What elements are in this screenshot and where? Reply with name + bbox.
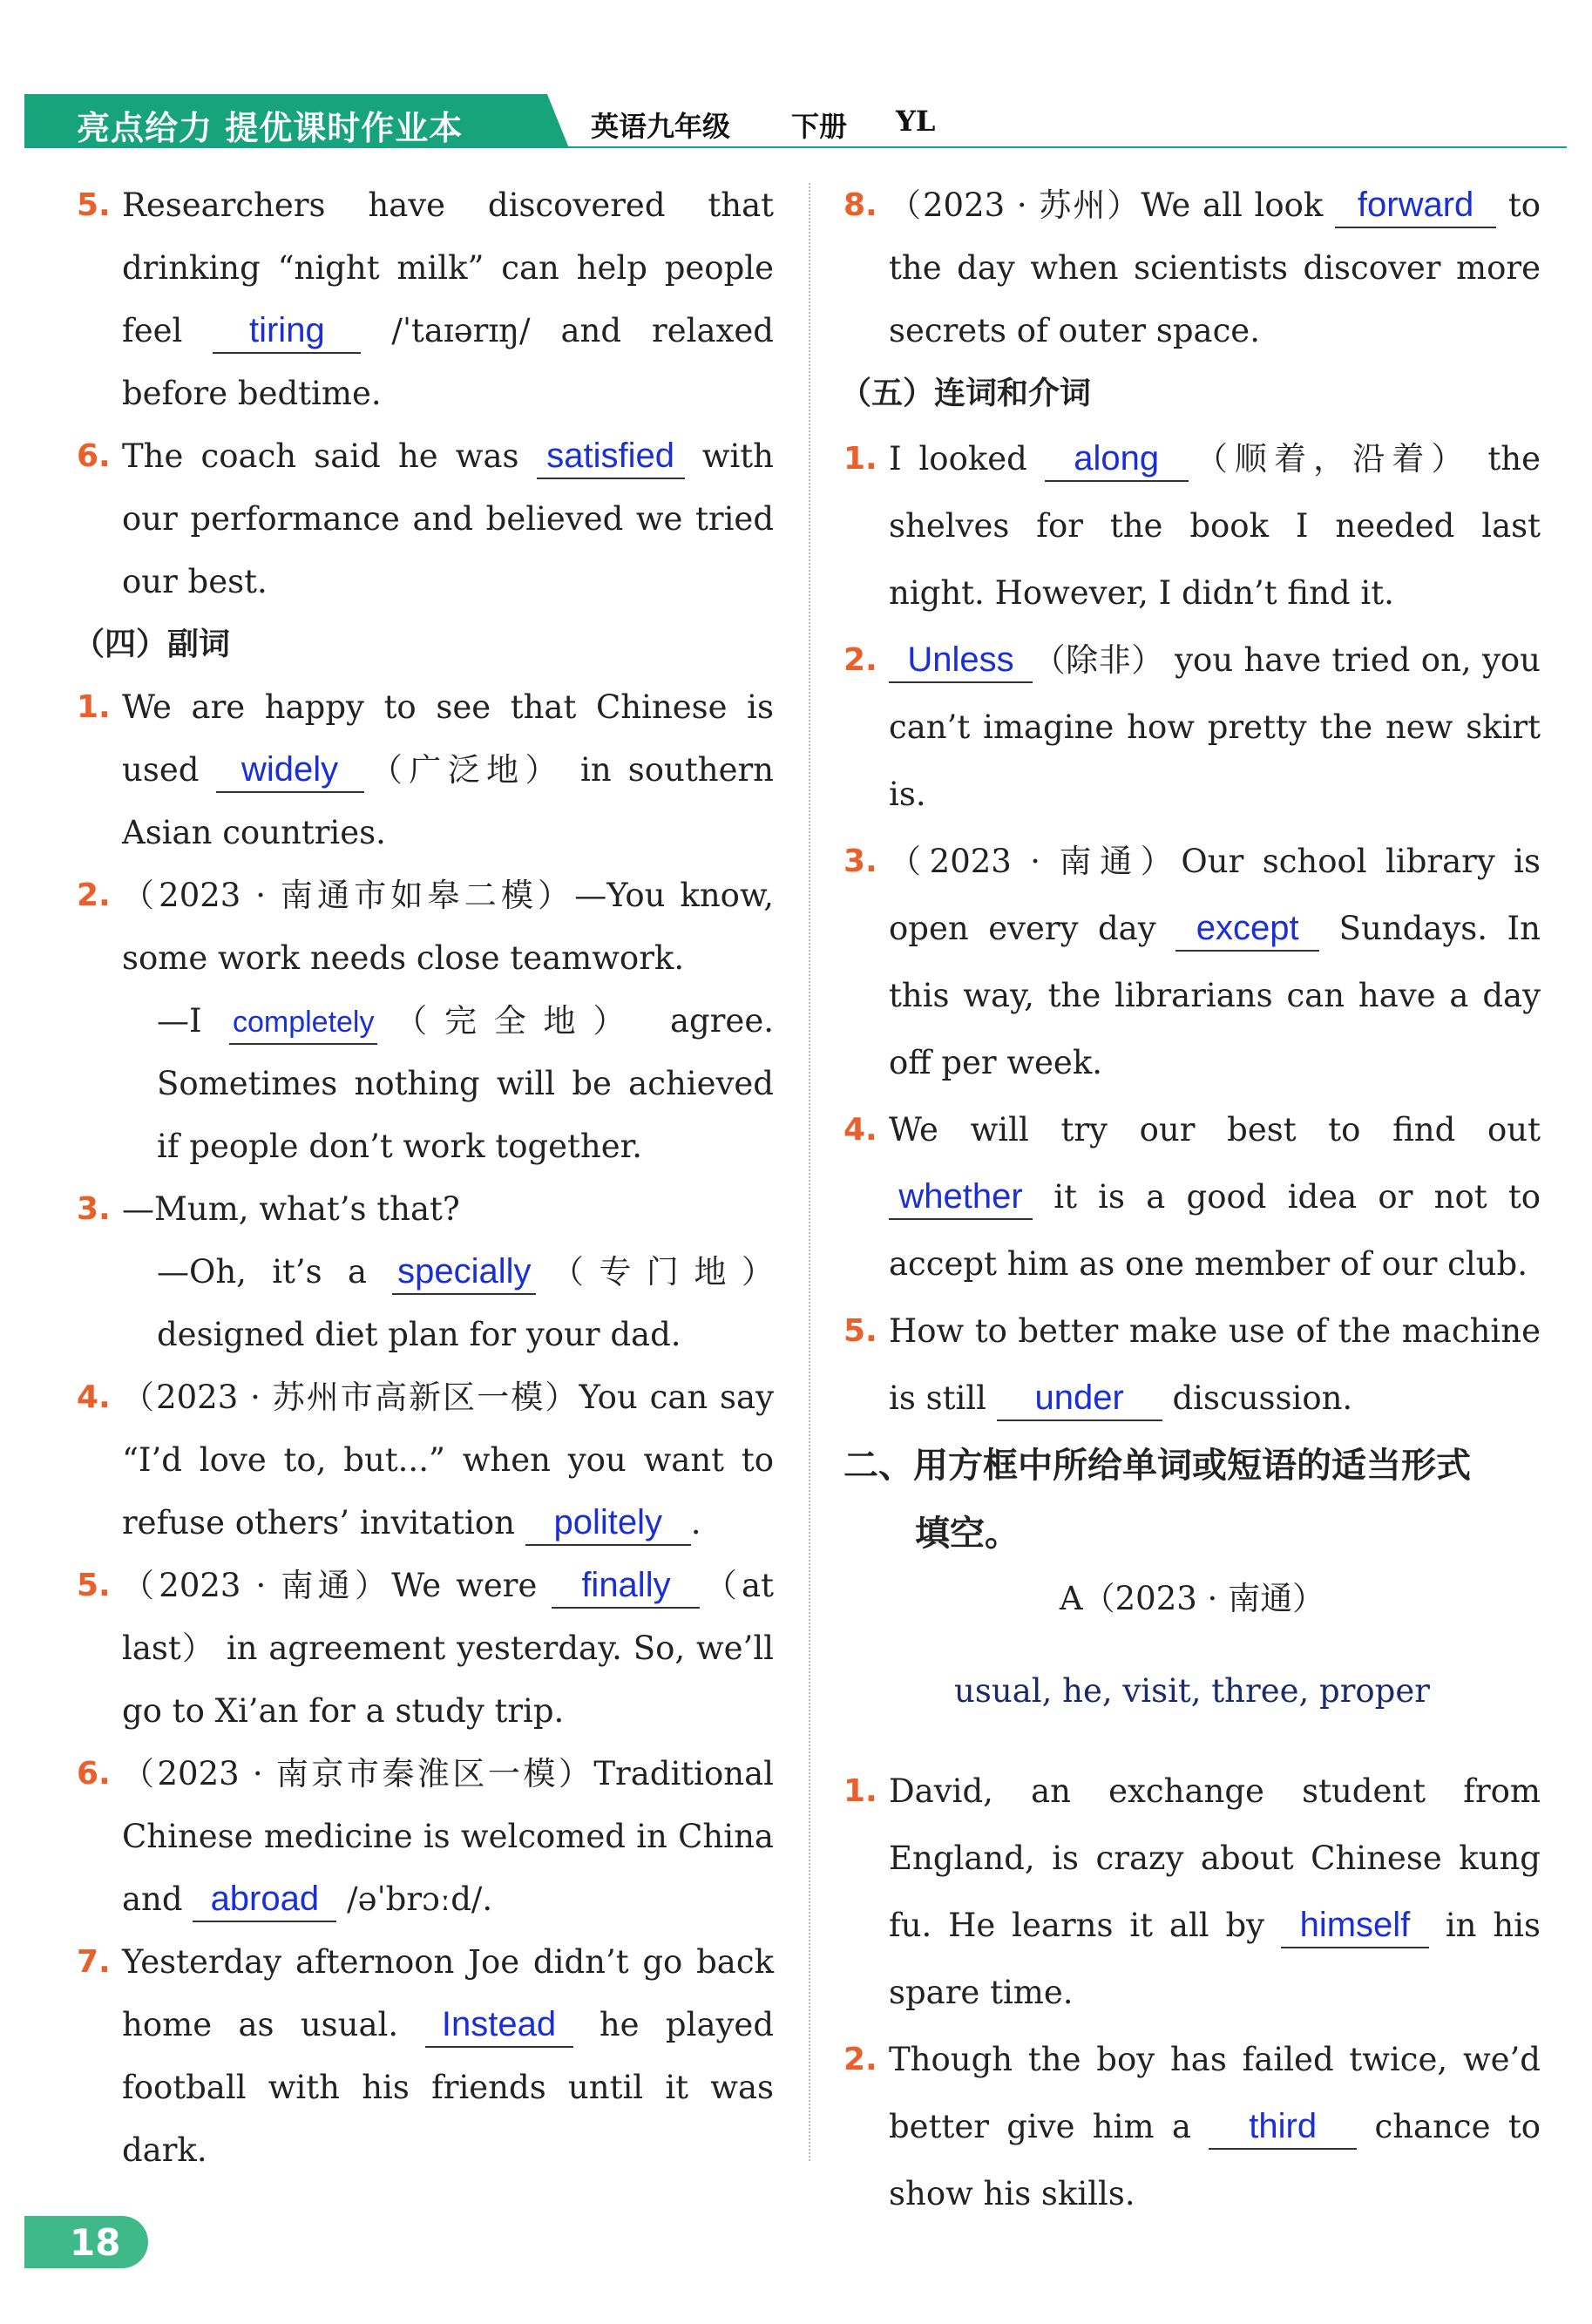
question-text: （2023 · 南通市如皋二模）—You know, some work needs close teamwork. (122, 877, 774, 977)
question-text: /əˈbrɔːd/. (336, 1880, 493, 1918)
question-number: 7. (77, 1944, 111, 1980)
answer-text: widely (240, 750, 339, 789)
answer-blank (537, 435, 685, 479)
question-text: —I (157, 1002, 230, 1040)
question-item (843, 174, 1541, 362)
question-text: （广泛地） in southern Asian countries. (122, 751, 774, 851)
question-text: （at last） in agreement yesterday. So, we’ll go to Xi’an for a study trip. (122, 1567, 774, 1730)
answer-blank (1209, 2105, 1357, 2150)
question-text: with our performance and believed we tried our best. (122, 437, 774, 600)
answer-blank (425, 2003, 573, 2048)
answer-text: satisfied (546, 437, 675, 475)
question-item (843, 425, 1541, 627)
answer-blank (1045, 437, 1189, 482)
question-text: it is a good idea or not to accept him as one member of our club. (889, 1178, 1541, 1283)
answer-text: completely (232, 1006, 375, 1039)
right-column (840, 174, 1541, 2227)
question-number: 2. (843, 642, 877, 678)
question-text: The coach said he was (122, 437, 537, 475)
answer-blank (889, 1176, 1033, 1220)
question-number: 1. (77, 689, 111, 725)
answer-blank (1335, 184, 1496, 228)
dialogue-line (122, 1241, 774, 1366)
question-text: We are happy to see that Chinese is used (122, 688, 774, 789)
question-item (843, 2026, 1541, 2227)
question-number: 8. (843, 187, 877, 223)
part-heading-cont: 填空。 (915, 1514, 1020, 1554)
answer-blank (1281, 1904, 1429, 1948)
answer-text: except (1196, 909, 1299, 947)
section-heading: （五）连词和介词 (840, 376, 1092, 411)
answer-blank (216, 749, 364, 793)
answer-blank (213, 309, 361, 354)
question-text: David, an exchange student from England, is crazy about Chinese kung fu. He learns it all by (889, 1772, 1541, 1944)
question-text: discussion. (1162, 1379, 1353, 1417)
question-item (77, 676, 774, 864)
question-number: 3. (843, 844, 877, 879)
question-text: to the day when scientists discover more secrets of outer space. (889, 186, 1541, 349)
answer-blank (193, 1878, 336, 1922)
answer-text: Unless (907, 640, 1014, 679)
answer-blank (392, 1250, 536, 1295)
answer-text: tiring (248, 311, 325, 349)
word-bank: usual, he, visit, three, proper (954, 1672, 1430, 1710)
question-text: Yesterday afternoon Joe didn’t go back home as usual. (122, 1943, 774, 2043)
question-text: Though the boy has failed twice, we’d better give him a (889, 2041, 1541, 2145)
question-item (77, 864, 774, 1178)
header-rule (547, 146, 1567, 148)
question-text: （2023 · 苏州市高新区一模）You can say “I’d love to, but...” when you want to refuse others’ invitation (122, 1379, 774, 1541)
answer-blank (525, 1501, 691, 1546)
answer-text: whether (898, 1177, 1023, 1216)
question-text: （2023 · 苏州）We all look (889, 186, 1336, 224)
question-text: . (690, 1504, 701, 1541)
answer-text: third (1249, 2107, 1318, 2145)
column-divider (809, 183, 810, 2161)
question-item (77, 1743, 774, 1931)
question-number: 4. (77, 1379, 111, 1415)
question-text: （顺着，沿着） the shelves for the book I needed last night. However, I didn’t find it. (889, 440, 1541, 612)
question-text: （除非） you have tried on, you can’t imagine how pretty the new skirt is. (889, 641, 1541, 813)
question-item (77, 1931, 774, 2182)
question-number: 1. (843, 441, 877, 477)
question-item (843, 627, 1541, 828)
question-item (843, 1758, 1541, 2026)
version-label: YL (896, 105, 936, 138)
question-text: Researchers have discovered that drinking “night milk” can help people feel (122, 186, 774, 349)
question-text: （专门地） designed diet plan for your dad. (157, 1253, 775, 1353)
question-item (77, 174, 774, 425)
question-number: 5. (77, 187, 111, 223)
question-text: Sundays. In this way, the librarians can have a day off per week. (889, 910, 1541, 1081)
subsection-label: A（2023 · 南通） (1059, 1580, 1325, 1617)
question-item (843, 828, 1541, 1096)
answer-blank (889, 639, 1033, 683)
question-number: 2. (77, 877, 111, 913)
question-number: 4. (843, 1112, 877, 1148)
answer-text: finally (581, 1566, 671, 1604)
part-heading: 二、用方框中所给单词或短语的适当形式 (843, 1446, 1471, 1486)
answer-text: abroad (210, 1880, 320, 1918)
answer-blank (1175, 907, 1319, 952)
question-number: 1. (843, 1773, 877, 1809)
dialogue-line (122, 990, 774, 1178)
question-item (77, 425, 774, 613)
answer-blank (229, 1000, 377, 1045)
volume-label: 下册 (791, 110, 848, 143)
question-number: 5. (77, 1568, 111, 1603)
question-text: he played football with his friends until it was dark. (122, 2006, 774, 2169)
question-item (843, 1096, 1541, 1298)
question-text: —Oh, it’s a (157, 1253, 393, 1291)
question-text: chance to show his skills. (889, 2108, 1541, 2212)
page-number-badge (24, 2216, 148, 2268)
question-number: 2. (843, 2042, 877, 2077)
section-heading: （四）副词 (73, 627, 231, 662)
answer-blank (552, 1564, 700, 1609)
question-item (77, 1366, 774, 1555)
question-number: 6. (77, 1756, 111, 1792)
question-number: 3. (77, 1191, 111, 1227)
answer-text: under (1034, 1379, 1124, 1417)
left-column (73, 174, 775, 2182)
question-text: How to better make use of the machine is still (889, 1312, 1541, 1417)
question-text: in his spare time. (889, 1907, 1541, 2011)
question-text: I looked (889, 440, 1045, 478)
question-text: —Mum, what’s that? (122, 1190, 460, 1228)
answer-text: politely (553, 1503, 662, 1541)
question-text: （2023 · 南通）Our school library is open every day (889, 843, 1541, 947)
answer-text: forward (1357, 186, 1474, 224)
answer-text: himself (1299, 1906, 1411, 1944)
page-header (24, 94, 1567, 148)
question-text: /ˈtaɪərɪŋ/ and relaxed before bedtime. (122, 312, 774, 412)
book-title: 亮点给力 提优课时作业本 (77, 109, 464, 147)
question-item (77, 1555, 774, 1743)
question-number: 5. (843, 1313, 877, 1349)
answer-text: Instead (441, 2005, 557, 2043)
answer-text: along (1074, 439, 1160, 478)
subject-label: 英语九年级 (591, 110, 731, 143)
question-text: We will try our best to find out (889, 1111, 1541, 1148)
question-text: （完全地） agree. Sometimes nothing will be achieved if people don’t work together. (157, 1002, 774, 1165)
answer-blank (997, 1377, 1162, 1421)
question-item (843, 1298, 1541, 1432)
page-number: 18 (70, 2221, 121, 2264)
question-number: 6. (77, 438, 111, 474)
question-text: （2023 · 南京市秦淮区一模）Traditional Chinese medicine is welcomed in China and (122, 1755, 774, 1918)
question-item (77, 1178, 774, 1366)
answer-text: specially (397, 1252, 532, 1291)
question-text: （2023 · 南通）We were (122, 1567, 552, 1604)
